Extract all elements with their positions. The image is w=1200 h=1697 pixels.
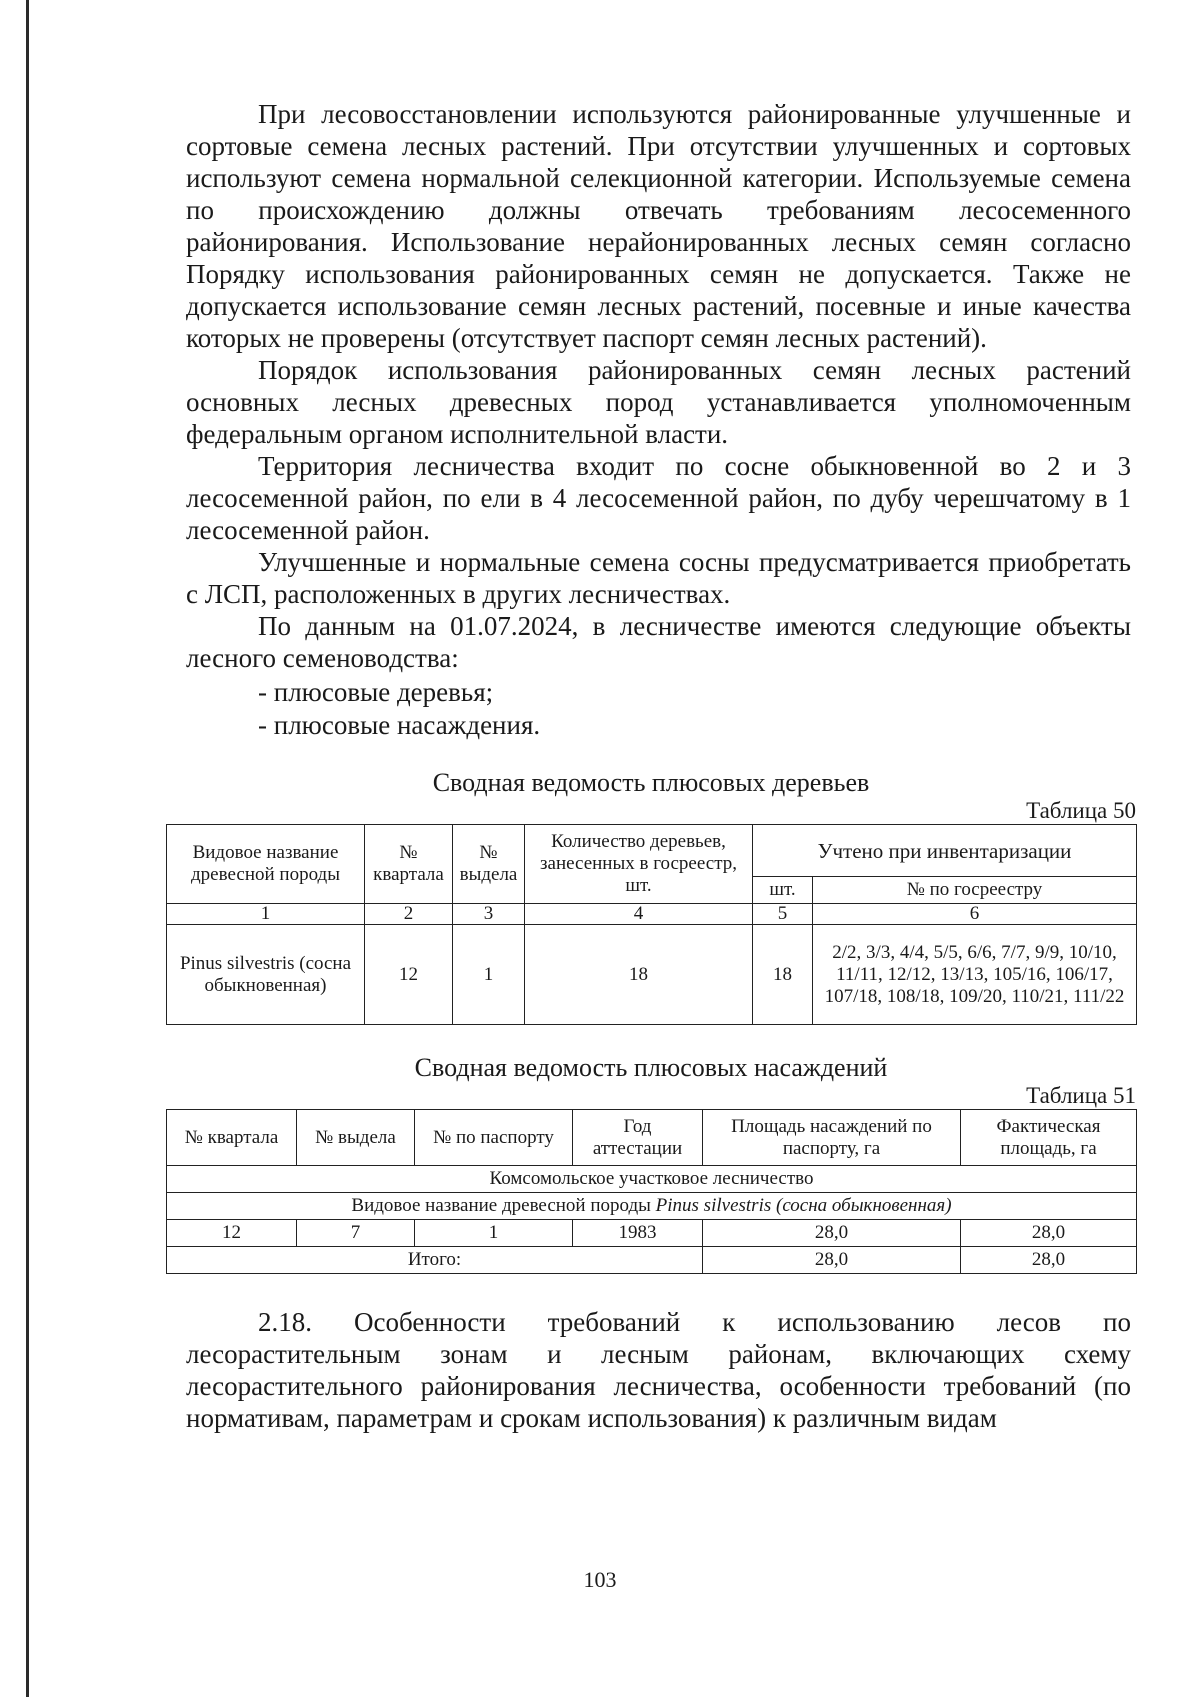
- table-row: [167, 925, 1137, 1025]
- table-row: [167, 1220, 1137, 1247]
- list-item: - плюсовые деревья;: [258, 677, 494, 707]
- document-page: [179, 98, 1136, 1434]
- header-count: Количество деревьев, занесенных в госреестр, шт.: [525, 825, 753, 904]
- paragraph-territory: Территория лесничества входит по сосне обыкновенной во 2 и 3 лесосеменной район, по ели в 4 лесосеменной район, по дубу черешчатому в 1 лесосеменной район.: [186, 451, 1131, 545]
- header-quarter: № квартала: [365, 825, 453, 904]
- column-number: 5: [753, 904, 813, 925]
- cell-species: [167, 1193, 1137, 1220]
- column-number: 6: [813, 904, 1137, 925]
- header-plot: № выдела: [297, 1110, 415, 1166]
- table-total-row: [167, 1247, 1137, 1274]
- cell-registry: 2/2, 3/3, 4/4, 5/5, 6/6, 7/7, 9/9, 10/10, 11/11, 12/12, 13/13, 105/16, 106/17, 107/18, 108/18, 109/20, 110/21, 111/22: [813, 925, 1137, 1025]
- cell-total-area-actual: 28,0: [961, 1247, 1137, 1274]
- paragraph-objects: По данным на 01.07.2024, в лесничестве имеются следующие объекты лесного семеноводства:: [186, 611, 1131, 673]
- table51: [166, 1109, 1137, 1274]
- table-column-numbers: [167, 904, 1137, 925]
- table-header-row: [167, 825, 1137, 877]
- species-prefix: Видовое название древесной породы: [351, 1195, 656, 1216]
- paragraph-seeds: При лесовосстановлении используются районированные улучшенные и сортовые семена лесных растений. При отсутствии улучшенных и сортовых используют семена нормальной селекционной категории. Используемые семена по происхождению должны отвечать требованиям лесосеменного районирования. Использование нерайонированных лесных семян согласно Порядку использования районированных семян не допускается. Также не допускается использование семян лесных растений, посевные и иные качества которых не проверены (отсутствует паспорт семян лесных растений).: [186, 99, 1131, 353]
- table-group-row: [167, 1166, 1137, 1193]
- cell-year: 1983: [573, 1220, 703, 1247]
- cell-species: Pinus silvestris (сосна обыкновенная): [167, 925, 365, 1025]
- paragraph-order: Порядок использования районированных семян лесных растений основных лесных древесных пород устанавливается уполномоченным федеральным органом исполнительной власти.: [186, 355, 1131, 449]
- cell-total-area-passport: 28,0: [703, 1247, 961, 1274]
- header-year: Год аттестации: [573, 1110, 703, 1166]
- objects-list: [258, 676, 1131, 742]
- table50-title: Сводная ведомость плюсовых деревьев: [432, 768, 870, 797]
- table50: [166, 824, 1137, 1025]
- table-header-row: [167, 1110, 1137, 1166]
- table50-block: [166, 768, 1136, 1025]
- header-registry: № по госреестру: [813, 877, 1137, 904]
- column-number: 4: [525, 904, 753, 925]
- species-name: Pinus silvestris (сосна обыкновенная): [655, 1195, 952, 1216]
- header-area-actual: Фактическая площадь, га: [961, 1110, 1137, 1166]
- cell-plot: 7: [297, 1220, 415, 1247]
- table51-number: Таблица 51: [1026, 1083, 1136, 1108]
- cell-plot: 1: [453, 925, 525, 1025]
- cell-quarter: 12: [365, 925, 453, 1025]
- left-border-line: [26, 0, 29, 1697]
- cell-count: 18: [525, 925, 753, 1025]
- section-2-18-paragraph: 2.18. Особенности требований к использованию лесов по лесорастительным зонам и лесным районам, включающих схему лесорастительного районирования лесничества, особенности требований (по нормативам, параметрам и срокам использования) к различным видам: [186, 1307, 1131, 1433]
- cell-area-passport: 28,0: [703, 1220, 961, 1247]
- cell-forestry: Комсомольское участковое лесничество: [167, 1166, 1137, 1193]
- paragraph-pine-seeds: Улучшенные и нормальные семена сосны предусматривается приобретать с ЛСП, расположенных в других лесничествах.: [186, 547, 1131, 609]
- header-area-passport: Площадь насаждений по паспорту, га: [703, 1110, 961, 1166]
- cell-area-actual: 28,0: [961, 1220, 1137, 1247]
- column-number: 2: [365, 904, 453, 925]
- column-number: 3: [453, 904, 525, 925]
- cell-passport: 1: [415, 1220, 573, 1247]
- table-group-row: [167, 1193, 1137, 1220]
- page-number: 103: [583, 1567, 617, 1592]
- header-passport: № по паспорту: [415, 1110, 573, 1166]
- table50-number: Таблица 50: [1026, 798, 1136, 823]
- header-plot: № выдела: [453, 825, 525, 904]
- table51-title: Сводная ведомость плюсовых насаждений: [414, 1053, 888, 1082]
- list-item: - плюсовые насаждения.: [258, 710, 541, 740]
- cell-total-label: Итого:: [167, 1247, 703, 1274]
- cell-pcs: 18: [753, 925, 813, 1025]
- column-number: 1: [167, 904, 365, 925]
- cell-quarter: 12: [167, 1220, 297, 1247]
- header-quarter: № квартала: [167, 1110, 297, 1166]
- header-species: Видовое название древесной породы: [167, 825, 365, 904]
- header-inventory: Учтено при инвентаризации: [753, 825, 1137, 877]
- header-pcs: шт.: [753, 877, 813, 904]
- table51-block: [166, 1053, 1136, 1274]
